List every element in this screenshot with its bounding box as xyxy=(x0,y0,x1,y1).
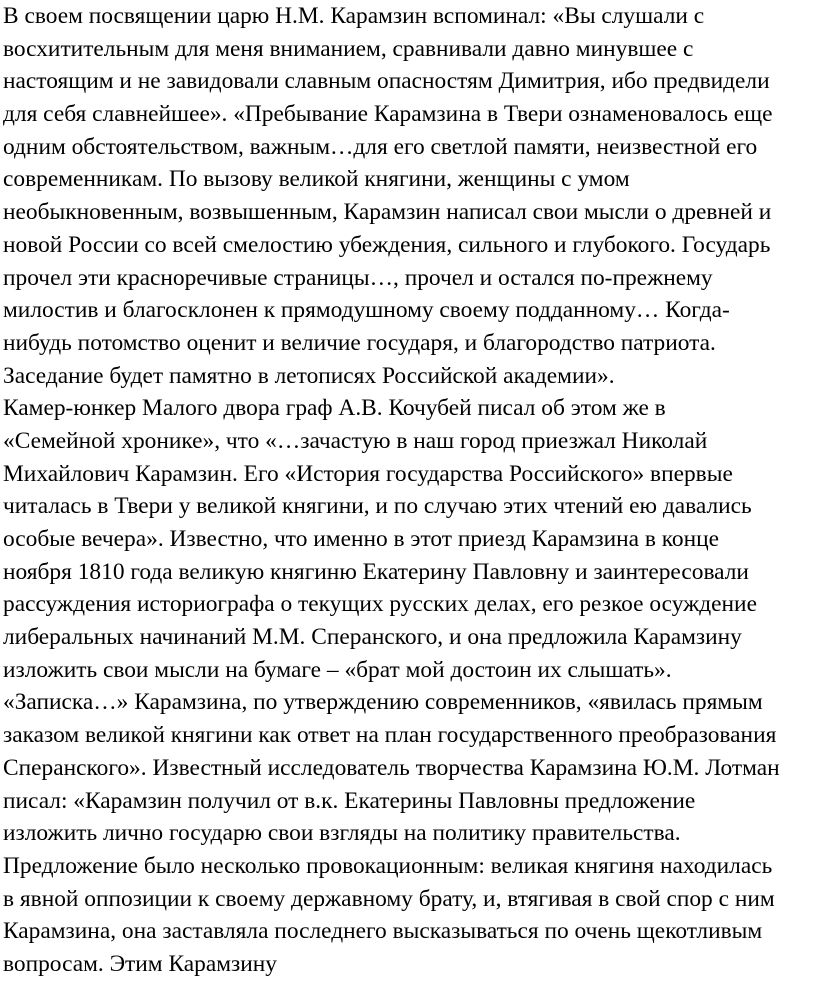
text-line: либеральных начинаний М.М. Сперанского, и она предложила Карамзину xyxy=(3,624,742,651)
text-line: прочел эти красноречивые страницы…, прочел и остался по-прежнему xyxy=(3,264,713,291)
text-line: для себя славнейшее». «Пребывание Карамзина в Твери ознаменовалось еще xyxy=(3,101,773,128)
text-line: особые вечера». Известно, что именно в этот приезд Карамзина в конце xyxy=(3,526,720,552)
text-line: настоящим и не завидовали славным опасностям Димитрия, ибо предвидели xyxy=(3,68,770,95)
text-line: Сперанского». Известный исследователь творчества Карамзина Ю.М. Лотман xyxy=(3,754,780,781)
text-line: изложить лично государю свои взгляды на политику правительства. xyxy=(3,820,681,847)
text-line: «Семейной хронике», что «…зачастую в наш город приезжал Николай xyxy=(3,427,708,454)
text-line: современникам. По вызову великой княгини, женщины с умом xyxy=(3,166,630,193)
text-line: читалась в Твери у великой княгини, и по случаю этих чтений ею давались xyxy=(3,493,752,520)
text-line: изложить свои мысли на бумаге – «брат мой достоин их слышать». xyxy=(3,656,672,683)
text-line: необыкновенным, возвышенным, Карамзин написал свои мысли о древней и xyxy=(3,199,772,226)
text-line: заказом великой княгини как ответ на план государственного преобразования xyxy=(3,722,777,749)
text-line: «Записка…» Карамзина, по утверждению современников, «явилась прямым xyxy=(3,689,763,716)
text-line: Карамзина, она заставляла последнего высказываться по очень щекотливым xyxy=(3,918,763,945)
text-line: Заседание будет памятно в летописях Российской академии». xyxy=(3,362,615,389)
text-line: ноября 1810 года великую княгиню Екатерину Павловну и заинтересовали xyxy=(3,558,749,585)
text-line: В своем посвящении царю Н.М. Карамзин вспоминал: «Вы слушали с xyxy=(3,3,705,29)
text-line: Камер-юнкер Малого двора граф А.В. Кочубей писал об этом же в xyxy=(3,395,666,422)
text-line: вопросам. Этим Карамзину xyxy=(3,950,277,977)
text-line: Предложение было несколько провокационным: великая княгиня находилась xyxy=(3,852,773,879)
text-line: одним обстоятельством, важным…для его светлой памяти, неизвестной его xyxy=(3,133,758,160)
text-line: новой России со всей смелостию убеждения, сильного и глубокого. Государь xyxy=(3,231,771,258)
text-line: в явной оппозиции к своему державному брату, и, втягивая в свой спор с ним xyxy=(3,885,775,912)
text-line: писал: «Карамзин получил от в.к. Екатерины Павловны предложение xyxy=(3,787,696,814)
text-line: Михайлович Карамзин. Его «История государства Российского» впервые xyxy=(3,460,733,487)
text-line: восхитительным для меня вниманием, сравнивали давно минувшее с xyxy=(3,35,694,62)
text-line: рассуждения историографа о текущих русских делах, его резкое осуждение xyxy=(3,591,757,618)
document-body-text xyxy=(3,0,816,981)
text-line: нибудь потомство оценит и величие государя, и благородство патриота. xyxy=(3,329,716,356)
text-line: милостив и благосклонен к прямодушному своему подданному… Когда- xyxy=(3,297,730,324)
